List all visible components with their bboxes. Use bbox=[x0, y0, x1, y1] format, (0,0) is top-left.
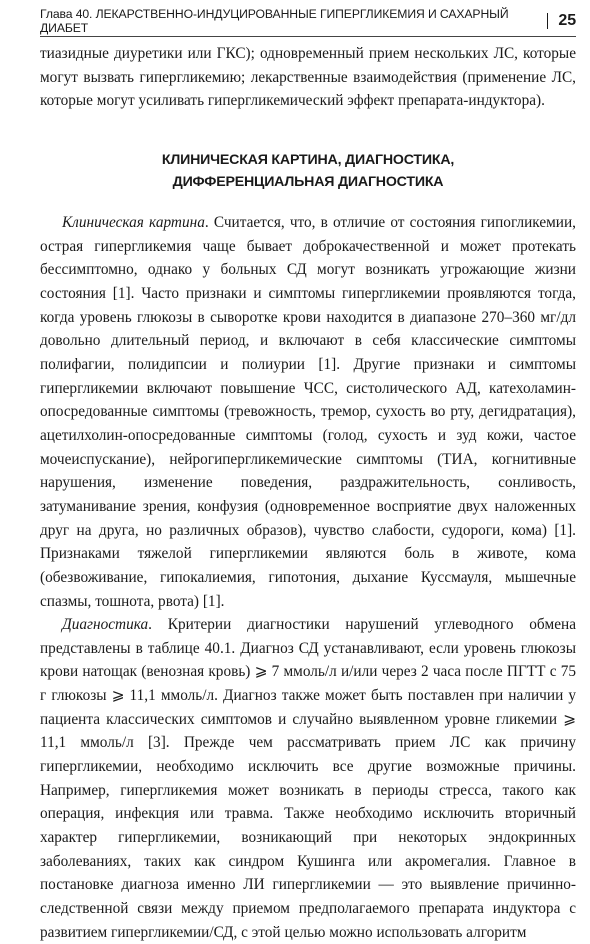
chapter-title: Глава 40. ЛЕКАРСТВЕННО-ИНДУЦИРОВАННЫЕ ГИПЕРГЛИКЕМИЯ И САХАРНЫЙ ДИАБЕТ bbox=[40, 7, 509, 35]
running-header bbox=[40, 8, 576, 34]
continuation-text: тиазидные диуретики или ГКС); одновременный прием нескольких ЛС, которые могут вызвать гипергликемию; лекарственные взаимодействия (применение ЛС, которые могут усиливать гипергликемический эффект препарата-индуктора). bbox=[40, 45, 576, 110]
continuation-paragraph bbox=[40, 42, 576, 113]
header-separator bbox=[547, 13, 548, 29]
section-heading-line-2: ДИФФЕРЕНЦИАЛЬНАЯ ДИАГНОСТИКА bbox=[172, 174, 444, 190]
clinical-picture-paragraph bbox=[40, 211, 576, 613]
diagnostics-lead: Диагностика bbox=[62, 616, 149, 634]
header-rule bbox=[40, 36, 576, 37]
section-heading bbox=[40, 149, 576, 193]
section-heading-line-1: КЛИНИЧЕСКАЯ КАРТИНА, ДИАГНОСТИКА, bbox=[161, 152, 455, 168]
section-body bbox=[40, 211, 576, 944]
clinical-picture-text: . Считается, что, в отличие от состояния гипогликемии, острая гипергликемия чаще бывает доброкачественной и может протекать бессимптомно, однако у больных СД могут возникать угрожающие жизни состояния [1]. Часто признаки и симптомы гипергликемии проявляются тогда, когда уровень глюкозы в сыворотке крови находится в диапазоне 270–360 мг/дл довольно длительный период, и включают в себя классические симптомы полифагии, полидипсии и полиурии [1]. Другие признаки и симптомы гипергликемии включают повышение ЧСС, систолического АД, катехоламин-опосредованные симптомы (тревожность, тремор, сухость во рту, дегидратация), ацетилхолин-опосредованные симптомы (голод, сухость и зуд кожи, частое мочеиспускание), нейрогипергликемические симптомы (ТИА, когнитивные нарушения, изменение поведения, раздражительность, сонливость, затуманивание зрения, конфузия (одновременное восприятие двух наложенных друг на друга, но различных образов), чувство слабости, судороги, кома) [1]. Признаками тяжелой гипергликемии являются боль в животе, кома (обезвоживание, гипокалиемия, гипотония, дыхание Куссмауля, мышечные спазмы, тошнота, рвота) [1]. bbox=[40, 214, 576, 610]
book-page bbox=[40, 0, 576, 941]
clinical-picture-lead: Клиническая картина bbox=[62, 214, 205, 231]
diagnostics-text: . Критерии диагностики нарушений углеводного обмена представлены в таблице 40.1. Диагноз СД устанавливают, если уровень глюкозы крови натощак (венозная кровь) ⩾ 7 ммоль/л и/или через 2 часа после ПГТТ с 75 г глюкозы ⩾ 11,1 ммоль/л. Диагноз также может быть поставлен при наличии у пациента классических симптомов и случайно выявленном уровне гликемии ⩾ 11,1 ммоль/л [3]. Прежде чем рассматривать прием ЛС как причину гипергликемии, необходимо исключить все другие возможные причины. Например, гипергликемия может возникать в периоды стресса, такого как операция, инфекция или травма. Также необходимо исключить вторичный характер гипергликемии, возникающий при некоторых эндокринных заболеваниях, таких как синдром Кушинга или акромегалия. Главное в постановке диагноза именно ЛИ гипергликемии — это выявление причинно-следственной связи между приемом предполагаемого препарата индуктора с развитием гипергликемии/СД, с этой целью можно использовать алгоритм bbox=[40, 616, 576, 941]
diagnostics-paragraph bbox=[40, 613, 576, 944]
page-number: 25 bbox=[558, 12, 576, 29]
